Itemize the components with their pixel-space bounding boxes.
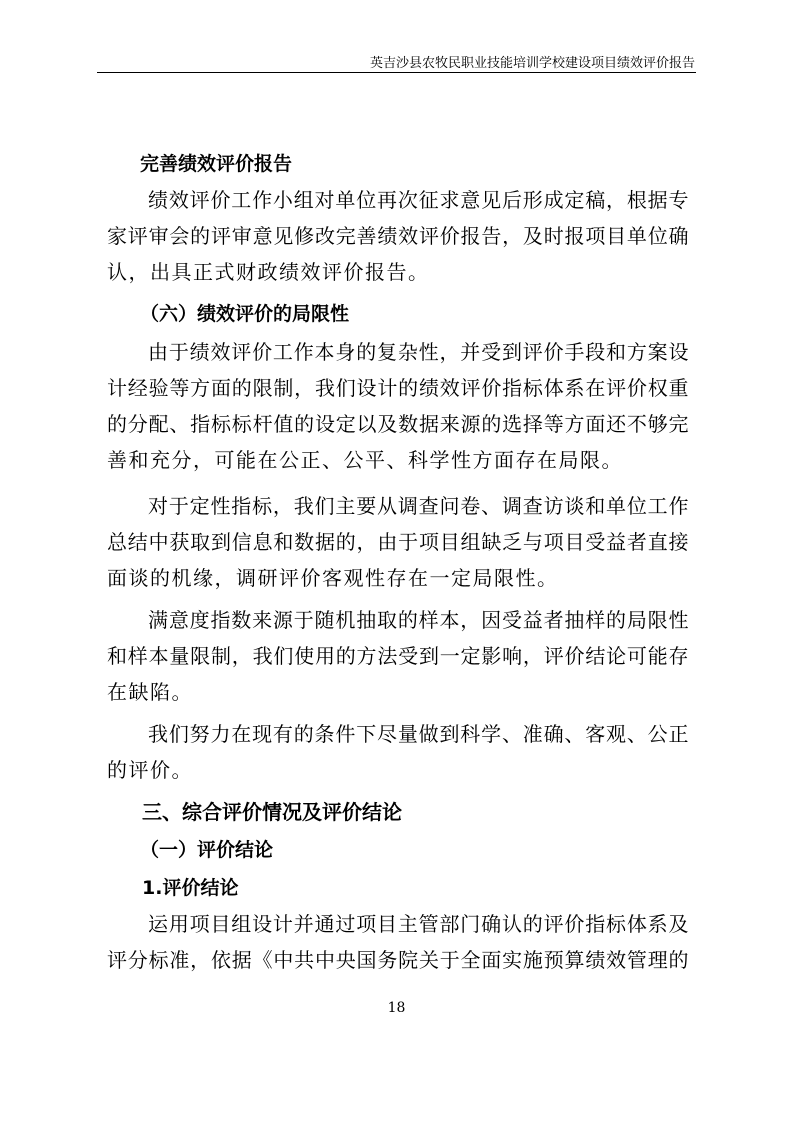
paragraph-line: 运用项目组设计并通过项目主管部门确认的评价指标体系及 [148,912,689,936]
header-divider [97,72,696,73]
paragraph-line: 总结中获取到信息和数据的，由于项目组缺乏与项目受益者直接 [107,530,689,554]
paragraph-line: 计经验等方面的限制，我们设计的绩效评价指标体系在评价权重 [107,376,689,400]
paragraph-line: 由于绩效评价工作本身的复杂性，并受到评价手段和方案设 [148,340,689,364]
paragraph-line: 对于定性指标，我们主要从调查问卷、调查访谈和单位工作 [148,494,689,518]
running-header: 英吉沙县农牧民职业技能培训学校建设项目绩效评价报告 [369,56,695,71]
paragraph-line: 绩效评价工作小组对单位再次征求意见后形成定稿，根据专 [148,188,689,212]
paragraph-line: 面谈的机缘，调研评价客观性存在一定局限性。 [107,566,559,590]
subsection-heading: （一）评价结论 [140,839,274,861]
subsubsection-heading: 1.评价结论 [142,877,239,899]
heading-limitations: （六）绩效评价的局限性 [140,303,350,325]
paragraph-line: 家评审会的评审意见修改完善绩效评价报告，及时报项目单位确 [107,224,689,248]
heading-improve-report: 完善绩效评价报告 [140,153,293,175]
paragraph-line: 和样本量限制，我们使用的方法受到一定影响，评价结论可能存 [107,644,689,668]
paragraph-line: 我们努力在现有的条件下尽量做到科学、准确、客观、公正 [148,722,689,746]
section-heading: 三、综合评价情况及评价结论 [142,800,402,824]
page-number: 18 [387,1000,406,1016]
paragraph-line: 善和充分，可能在公正、公平、科学性方面存在局限。 [107,448,623,472]
paragraph-line: 认，出具正式财政绩效评价报告。 [107,260,430,284]
paragraph-line: 的评价。 [107,758,193,782]
paragraph-line: 在缺陷。 [107,680,193,704]
paragraph-line: 评分标准，依据《中共中央国务院关于全面实施预算绩效管理的 [107,948,689,972]
paragraph-line: 满意度指数来源于随机抽取的样本，因受益者抽样的局限性 [148,608,689,632]
paragraph-line: 的分配、指标标杆值的设定以及数据来源的选择等方面还不够完 [107,412,689,436]
